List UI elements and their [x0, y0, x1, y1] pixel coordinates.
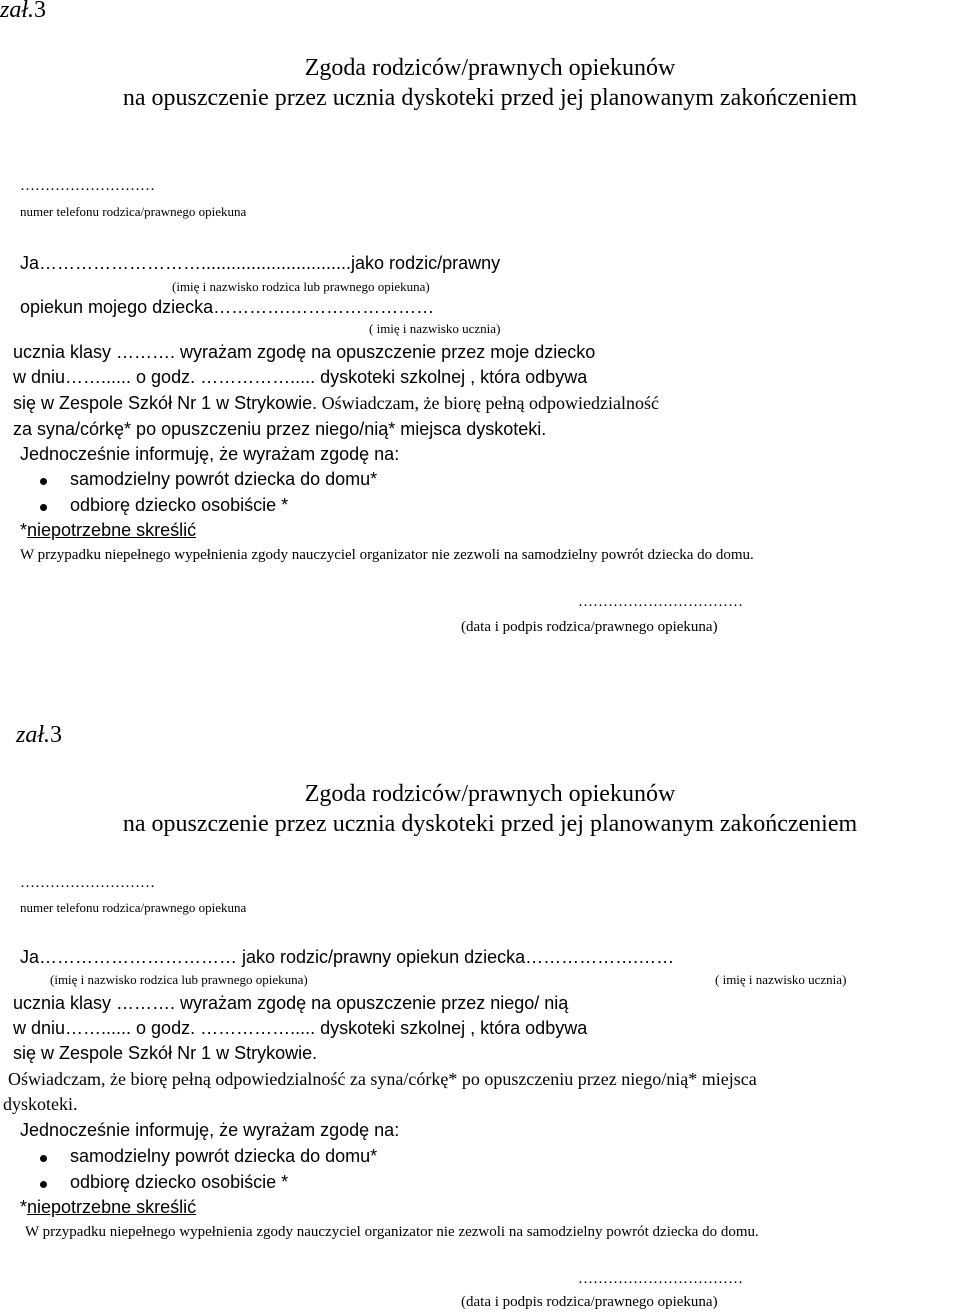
bullet-icon	[40, 504, 47, 511]
bullet-icon	[40, 1181, 47, 1188]
class-consent-line[interactable]: ucznia klasy ………. wyrażam zgodę na opuszczenie przez niego/ nią	[13, 993, 569, 1013]
bullet-icon	[40, 478, 47, 485]
date-time-line[interactable]: w dniu……...... o godz. ……………..... dyskoteki szkolnej , która odbywa	[13, 1018, 588, 1038]
attachment-label	[0, 0, 46, 24]
class-consent-line[interactable]: ucznia klasy ………. wyrażam zgodę na opuszczenie przez moje dziecko	[13, 342, 596, 362]
attachment-prefix: zał.	[0, 0, 35, 23]
attachment-number: 3	[34, 0, 47, 23]
option-self-return[interactable]: samodzielny powrót dziecka do domu*	[70, 469, 378, 489]
inform-line: Jednocześnie informuję, że wyrażam zgodę na:	[20, 1120, 400, 1140]
signature-caption: (data i podpis rodzica/prawnego opiekuna)	[461, 619, 718, 635]
strike-text: niepotrzebne skreślić	[27, 1197, 197, 1217]
attachment-prefix: zał.	[16, 722, 51, 748]
child-name-caption: ( imię i nazwisko ucznia)	[715, 972, 847, 987]
phone-dots[interactable]: ………………………	[20, 178, 155, 194]
parent-name-caption: (imię i nazwisko rodzica lub prawnego opiekuna)	[50, 972, 308, 987]
signature-caption: (data i podpis rodzica/prawnego opiekuna)	[461, 1294, 718, 1310]
school-place-line	[13, 393, 659, 414]
responsibility-line-cont: dyskoteki.	[3, 1094, 78, 1114]
responsibility-line: Oświadczam, że biorę pełną odpowiedzialność za syna/córkę* po opuszczeniu przez niego/nią* miejsca	[8, 1069, 757, 1089]
form-title-line2: na opuszczenie przez ucznia dyskoteki przed jej planowanym zakończeniem	[122, 811, 858, 837]
incomplete-note: W przypadku niepełnego wypełnienia zgody nauczyciel organizator nie zezwoli na samodzielny powrót dziecka do domu.	[20, 547, 754, 563]
option-personal-pickup[interactable]: odbiorę dziecko osobiście *	[70, 1172, 289, 1192]
strike-note	[20, 1197, 196, 1218]
option-personal-pickup[interactable]: odbiorę dziecko osobiście *	[70, 495, 289, 515]
date-time-line[interactable]: w dniu……...... o godz. ……………..... dyskoteki szkolnej , która odbywa	[13, 367, 588, 387]
school-place-line: się w Zespole Szkół Nr 1 w Strykowie.	[13, 1043, 318, 1063]
incomplete-note: W przypadku niepełnego wypełnienia zgody nauczyciel organizator nie zezwoli na samodzielny powrót dziecka do domu.	[25, 1224, 759, 1240]
signature-dots[interactable]: ……………………………	[578, 1271, 743, 1287]
inform-line: Jednocześnie informuję, że wyrażam zgodę na:	[20, 444, 400, 464]
form-title-line1: Zgoda rodziców/prawnych opiekunów	[304, 55, 676, 81]
strike-note	[20, 520, 196, 541]
strike-star: *	[20, 520, 28, 540]
option-self-return[interactable]: samodzielny powrót dziecka do domu*	[70, 1146, 378, 1166]
phone-caption: numer telefonu rodzica/prawnego opiekuna	[20, 204, 247, 219]
bullet-icon	[40, 1155, 47, 1162]
form-title-line2: na opuszczenie przez ucznia dyskoteki przed jej planowanym zakończeniem	[122, 85, 858, 111]
form-title-line1: Zgoda rodziców/prawnych opiekunów	[304, 781, 676, 807]
strike-text: niepotrzebne skreślić	[27, 520, 197, 540]
responsibility-line: za syna/córkę* po opuszczeniu przez niego/nią* miejsca dyskoteki.	[13, 419, 547, 439]
phone-dots[interactable]: ………………………	[20, 875, 155, 891]
guardian-child-line[interactable]: opiekun mojego dziecka………….……………………	[20, 297, 435, 317]
phone-caption: numer telefonu rodzica/prawnego opiekuna	[20, 900, 247, 915]
parent-child-line[interactable]: Ja…………………………… jako rodzic/prawny opiekun dziecka……………….……	[20, 947, 675, 967]
attachment-label	[16, 722, 62, 749]
responsibility-start: Oświadczam, że biorę pełną odpowiedzialność	[317, 393, 659, 413]
signature-dots[interactable]: ……………………………	[578, 594, 743, 610]
school-place-text: się w Zespole Szkół Nr 1 w Strykowie.	[13, 393, 318, 413]
child-name-caption: ( imię i nazwisko ucznia)	[369, 321, 501, 336]
parent-name-caption: (imię i nazwisko rodzica lub prawnego opiekuna)	[172, 279, 430, 294]
strike-star: *	[20, 1197, 28, 1217]
attachment-number: 3	[50, 722, 63, 748]
parent-name-line[interactable]: Ja………………………..............................jako rodzic/prawny	[20, 253, 501, 273]
